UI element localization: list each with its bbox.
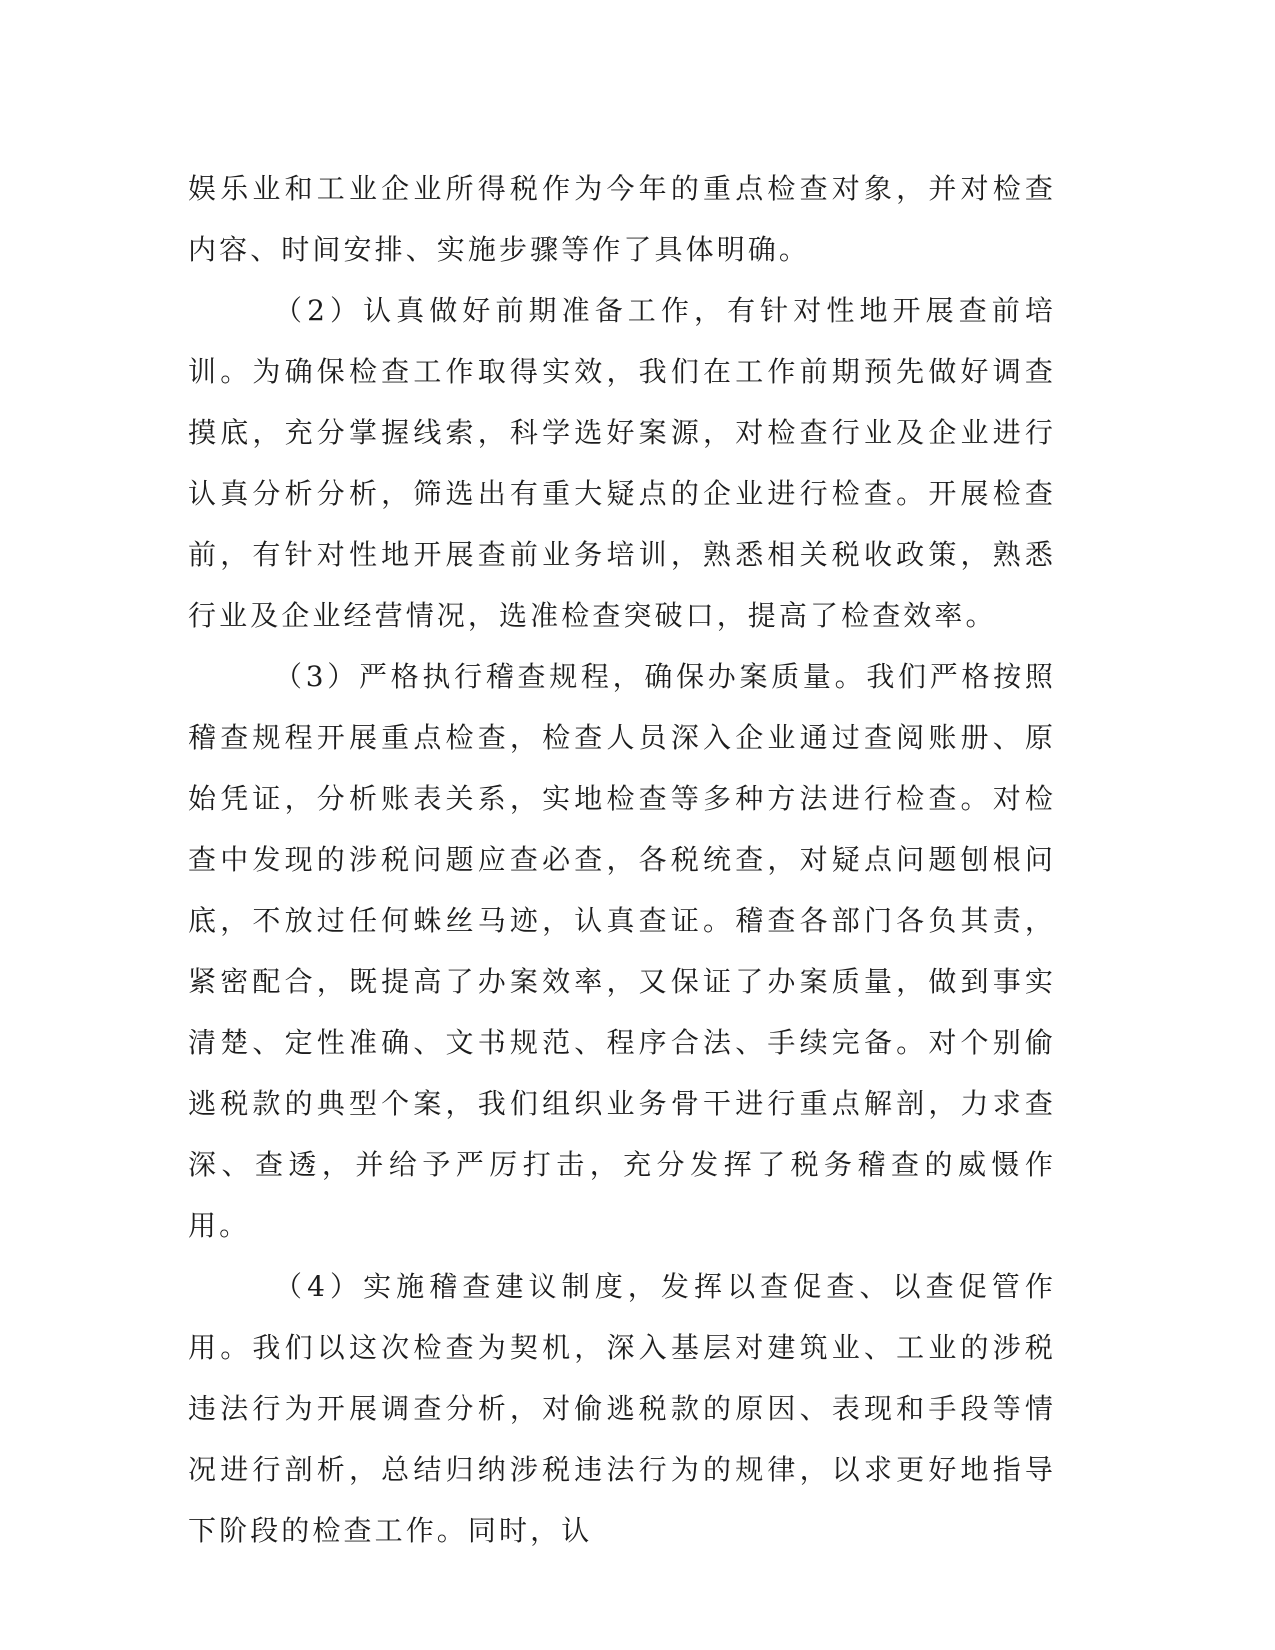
paragraph-audit-procedures: （3）严格执行稽查规程，确保办案质量。我们严格按照稽查规程开展重点检查，检查人员深入企业通过查阅账册、原始凭证，分析账表关系，实地检查等多种方法进行检查。对检查中发现的涉税问题应查必查，各税统查，对疑点问题刨根问底，不放过任何蛛丝马迹，认真查证。稽查各部门各负其责，紧密配合，既提高了办案效率，又保证了办案质量，做到事实清楚、定性准确、文书规范、程序合法、手续完备。对个别偷逃税款的典型个案，我们组织业务骨干进行重点解剖，力求查深、查透，并给予严厉打击，充分发挥了税务稽查的威慑作用。	[188, 660, 1056, 1242]
paragraph-audit-recommendations: （4）实施稽查建议制度，发挥以查促查、以查促管作用。我们以这次检查为契机，深入基层对建筑业、工业的涉税违法行为开展调查分析，对偷逃税款的原因、表现和手段等情况进行剖析，总结归纳涉税违法行为的规律，以求更好地指导下阶段的检查工作。同时，认	[188, 1270, 1056, 1547]
paragraph-preparation-work: （2）认真做好前期准备工作，有针对性地开展查前培训。为确保检查工作取得实效，我们在工作前期预先做好调查摸底，充分掌握线索，科学选好案源，对检查行业及企业进行认真分析分析，筛选出有重大疑点的企业进行检查。开展检查前，有针对性地开展查前业务培训，熟悉相关税收政策，熟悉行业及企业经营情况，选准检查突破口，提高了检查效率。	[188, 294, 1056, 632]
document-body	[188, 158, 1056, 1561]
paragraph-continuation: 娱乐业和工业企业所得税作为今年的重点检查对象，并对检查内容、时间安排、实施步骤等作了具体明确。	[188, 172, 1056, 266]
